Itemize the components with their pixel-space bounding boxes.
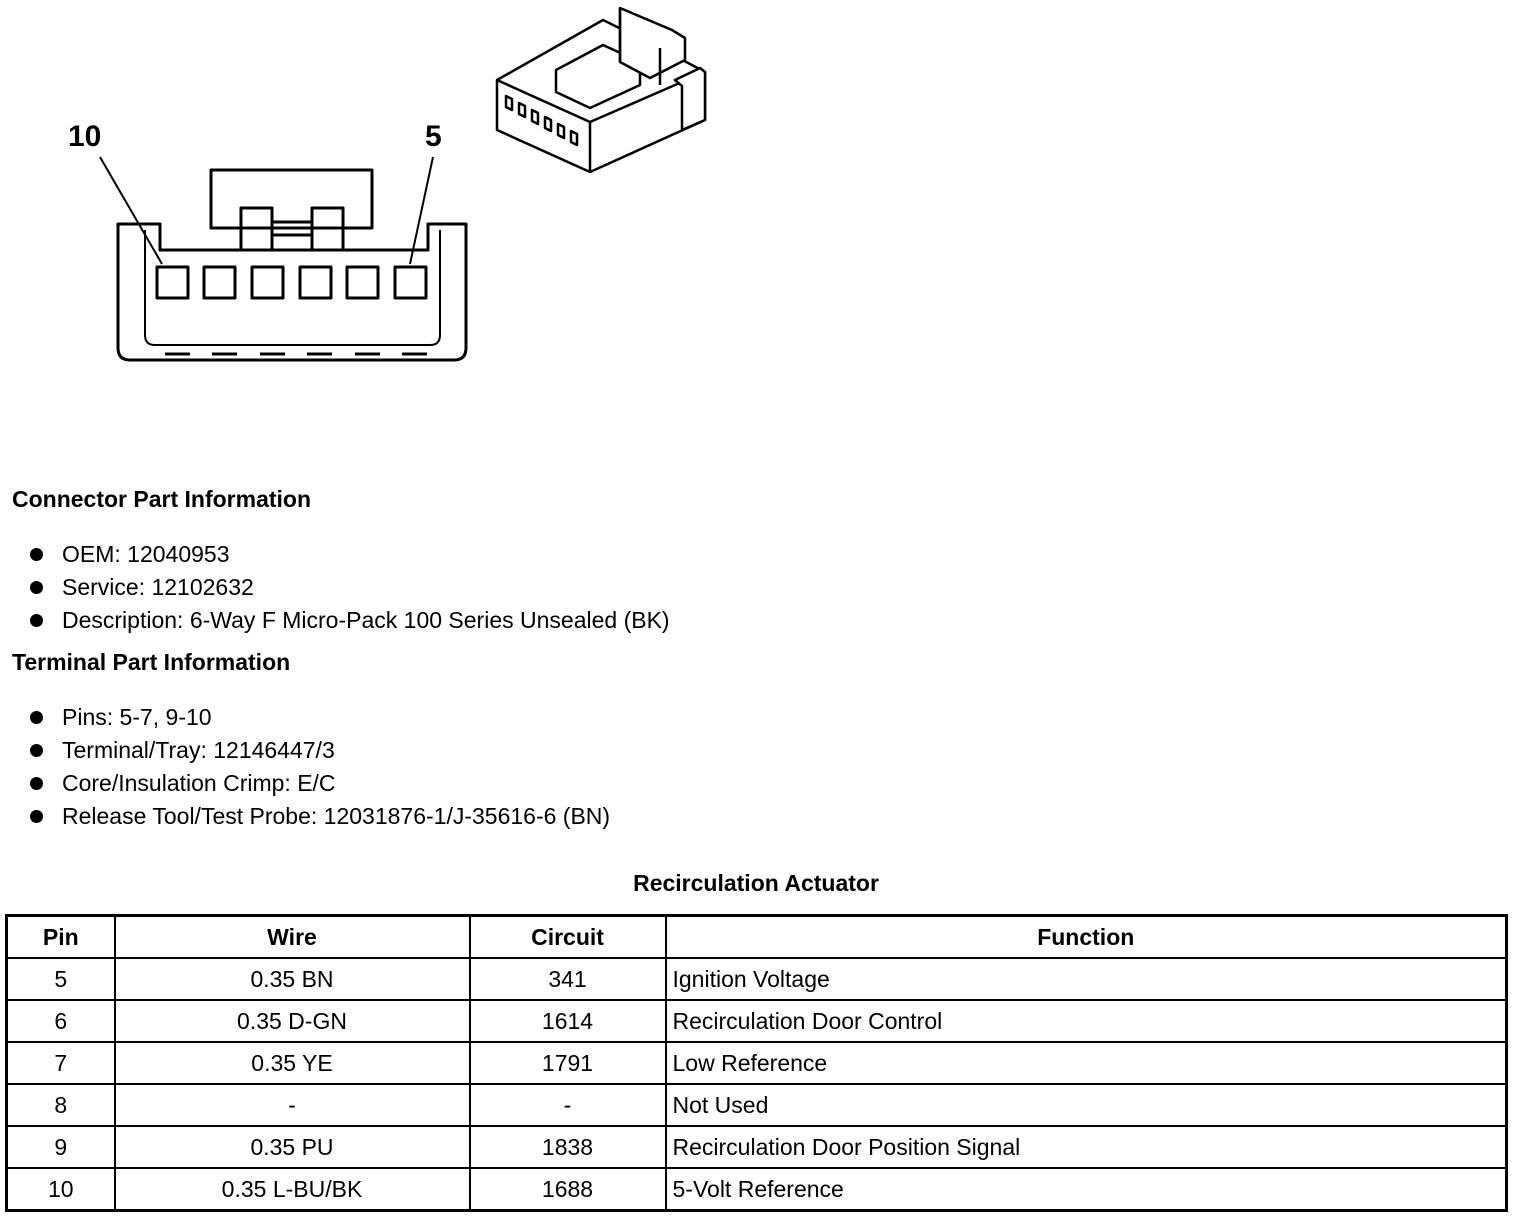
table-row	[7, 1042, 1507, 1084]
list-item: Description: 6-Way F Micro-Pack 100 Series Unsealed (BK)	[30, 604, 670, 637]
pin-cavity	[204, 267, 235, 298]
cell-pin: 9	[7, 1126, 115, 1168]
cell-circuit: 1791	[470, 1042, 666, 1084]
cell-pin: 6	[7, 1000, 115, 1042]
cell-function: Not Used	[666, 1084, 1507, 1126]
connector-diagram	[0, 0, 760, 420]
cell-circuit: 1688	[470, 1168, 666, 1211]
cell-function: Recirculation Door Control	[666, 1000, 1507, 1042]
cell-pin: 10	[7, 1168, 115, 1211]
pin-cavity	[252, 267, 283, 298]
header-pin: Pin	[7, 916, 115, 959]
pin-cavity	[157, 267, 188, 298]
cell-pin: 7	[7, 1042, 115, 1084]
list-item: Core/Insulation Crimp: E/C	[30, 767, 610, 800]
bullet-icon	[30, 744, 43, 757]
bullet-icon	[30, 548, 43, 561]
bullet-icon	[30, 777, 43, 790]
cell-circuit: 1614	[470, 1000, 666, 1042]
cell-pin: 5	[7, 958, 115, 1000]
bullet-icon	[30, 711, 43, 724]
cell-circuit: 341	[470, 958, 666, 1000]
header-wire: Wire	[115, 916, 470, 959]
pin-5-leader	[410, 157, 433, 264]
cell-wire: -	[115, 1084, 470, 1126]
connector-info-list	[30, 538, 670, 637]
cell-wire: 0.35 L-BU/BK	[115, 1168, 470, 1211]
pin-cavity	[395, 267, 426, 298]
cell-wire: 0.35 D-GN	[115, 1000, 470, 1042]
table-row	[7, 1126, 1507, 1168]
cell-circuit: -	[470, 1084, 666, 1126]
table-row	[7, 1168, 1507, 1211]
terminal-info-list	[30, 701, 610, 833]
bullet-icon	[30, 810, 43, 823]
table-row	[7, 1084, 1507, 1126]
pin-10-leader	[100, 157, 162, 264]
pin-10-label: 10	[68, 120, 102, 153]
header-circuit: Circuit	[470, 916, 666, 959]
list-item: Release Tool/Test Probe: 12031876-1/J-35616-6 (BN)	[30, 800, 610, 833]
pin-5-label: 5	[425, 120, 442, 153]
pin-cavity	[347, 267, 378, 298]
bullet-icon	[30, 581, 43, 594]
cell-pin: 8	[7, 1084, 115, 1126]
cell-function: Low Reference	[666, 1042, 1507, 1084]
bullet-icon	[30, 614, 43, 627]
table-row	[7, 1000, 1507, 1042]
cell-wire: 0.35 YE	[115, 1042, 470, 1084]
pinout-table	[5, 914, 1508, 1212]
connector-info-title: Connector Part Information	[12, 486, 312, 512]
header-function: Function	[666, 916, 1507, 959]
list-item: OEM: 12040953	[30, 538, 670, 571]
cell-wire: 0.35 BN	[115, 958, 470, 1000]
list-item: Terminal/Tray: 12146447/3	[30, 734, 610, 767]
cell-circuit: 1838	[470, 1126, 666, 1168]
cell-function: Ignition Voltage	[666, 958, 1507, 1000]
cell-wire: 0.35 PU	[115, 1126, 470, 1168]
terminal-info-title: Terminal Part Information	[12, 649, 291, 675]
connector-isometric	[497, 8, 705, 172]
table-title: Recirculation Actuator	[633, 870, 879, 896]
connector-latch	[211, 170, 372, 228]
cell-function: Recirculation Door Position Signal	[666, 1126, 1507, 1168]
table-header-row	[7, 916, 1507, 959]
list-item: Pins: 5-7, 9-10	[30, 701, 610, 734]
cell-function: 5-Volt Reference	[666, 1168, 1507, 1211]
table-row	[7, 958, 1507, 1000]
list-item: Service: 12102632	[30, 571, 670, 604]
pin-cavity	[300, 267, 331, 298]
